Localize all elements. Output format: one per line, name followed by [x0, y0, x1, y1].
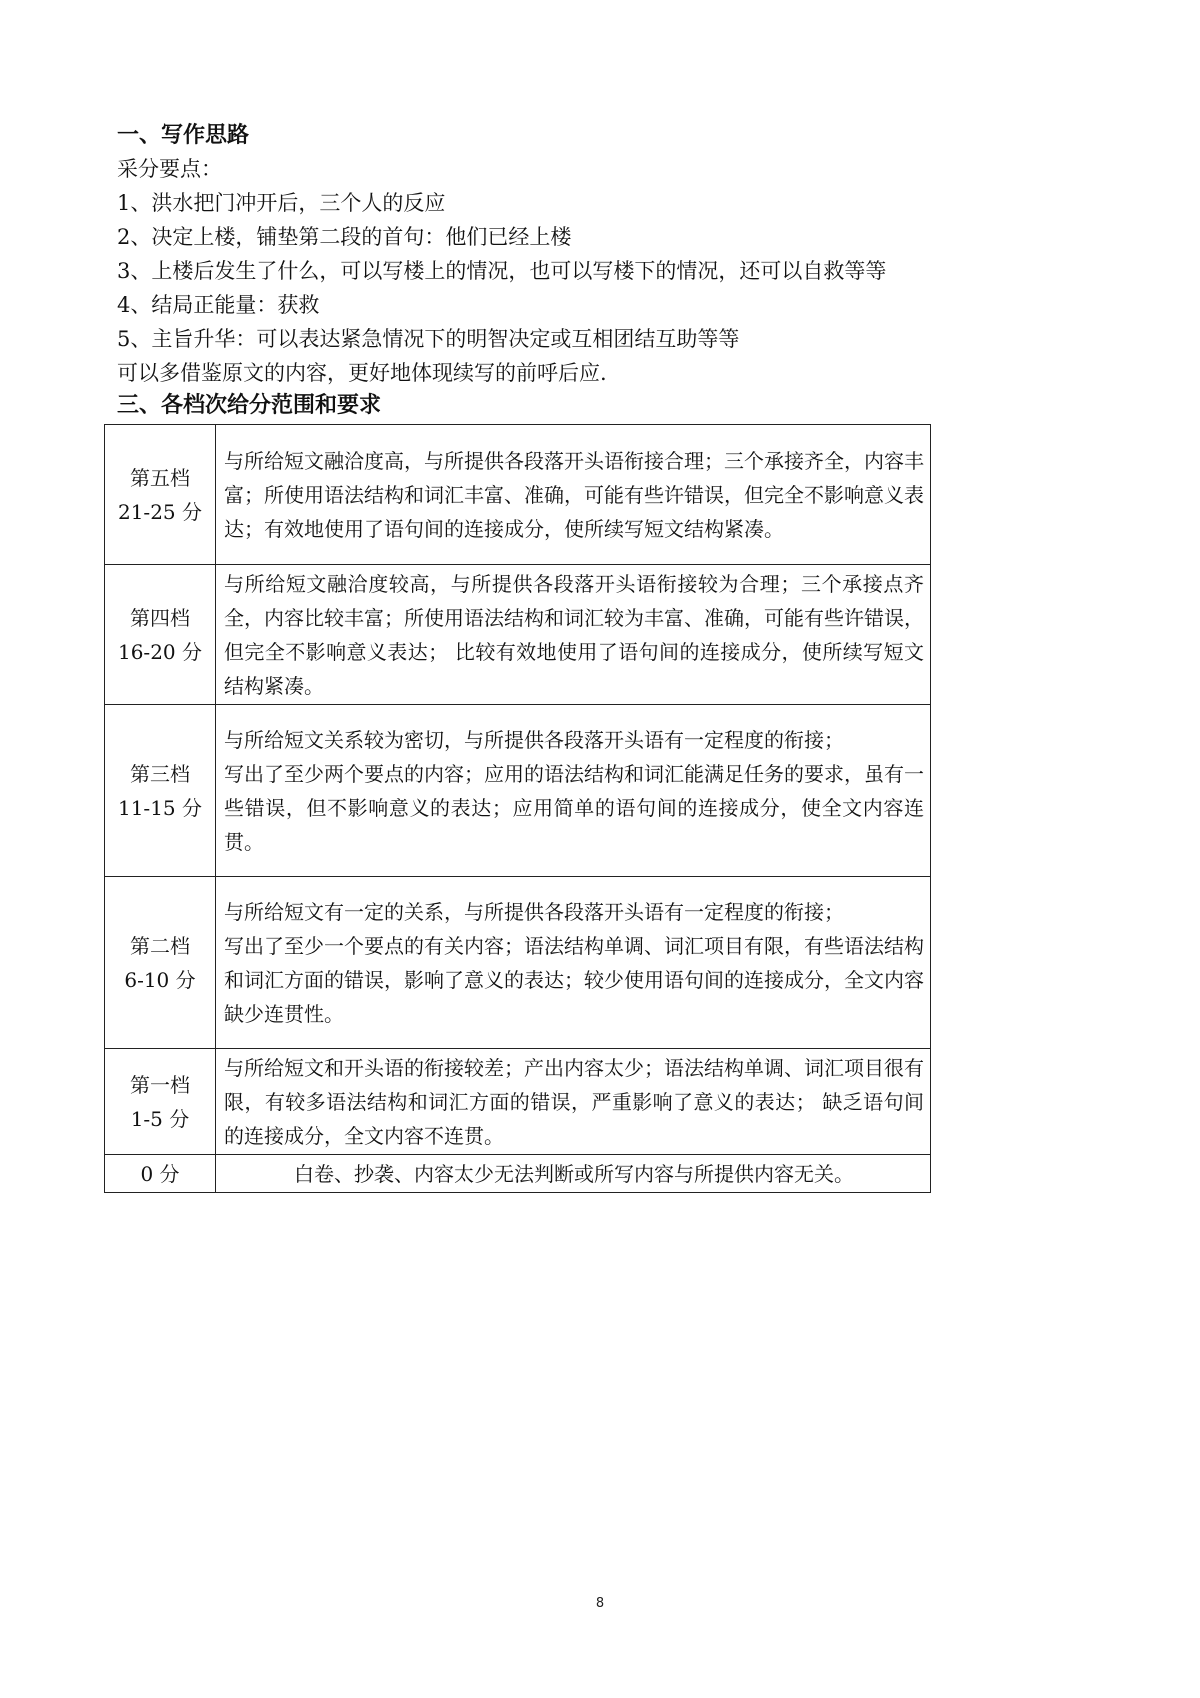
description-cell	[216, 1155, 931, 1193]
scoring-point-2: 2、决定上楼，铺垫第二段的首句：他们已经上楼	[117, 225, 572, 249]
section-heading-grading-levels: 三、各档次给分范围和要求	[117, 392, 382, 418]
description-text: 写出了至少两个要点的内容；应用的语法结构和词汇能满足任务的要求，虽有一些错误，但不影响意义的表达；应用简单的语句间的连接成分，使全文内容连贯。	[224, 761, 924, 854]
table-row	[105, 1155, 931, 1193]
description-cell	[216, 705, 931, 877]
description-cell	[216, 877, 931, 1049]
level-name: 第一档	[130, 1072, 190, 1097]
description-text: 与所给短文和开头语的衔接较差；产出内容太少；语法结构单调、词汇项目很有限，有较多语法结构和词汇方面的错误，严重影响了意义的表达； 缺乏语句间的连接成分，全文内容不连贯。	[224, 1055, 924, 1148]
level-name: 第四档	[130, 605, 190, 630]
table-row	[105, 425, 931, 565]
scoring-point-3: 3、上楼后发生了什么，可以写楼上的情况，也可以写楼下的情况，还可以自救等等	[117, 259, 887, 283]
level-range: 11-15 分	[117, 795, 202, 820]
level-range: 1-5 分	[130, 1106, 190, 1131]
description-text: 白卷、抄袭、内容太少无法判断或所写内容与所提供内容无关。	[294, 1161, 854, 1186]
description-text: 写出了至少一个要点的有关内容；语法结构单调、词汇项目有限，有些语法结构和词汇方面的错误，影响了意义的表达；较少使用语句间的连接成分，全文内容缺少连贯性。	[224, 933, 924, 1026]
level-cell	[105, 1049, 216, 1155]
level-name: 第二档	[130, 933, 190, 958]
level-name: 0 分	[140, 1161, 180, 1186]
level-range: 16-20 分	[117, 639, 202, 664]
scoring-points-list	[117, 152, 886, 390]
level-cell	[105, 565, 216, 705]
table-row	[105, 877, 931, 1049]
level-name: 第五档	[130, 465, 190, 490]
scoring-note: 可以多借鉴原文的内容，更好地体现续写的前呼后应.	[117, 361, 607, 385]
level-range: 6-10 分	[124, 967, 196, 992]
section-heading-writing-approach: 一、写作思路	[117, 122, 250, 148]
scoring-point-4: 4、结局正能量：获救	[117, 293, 320, 317]
description-cell	[216, 425, 931, 565]
level-range: 21-25 分	[117, 499, 202, 524]
level-cell	[105, 877, 216, 1049]
scoring-point-5: 5、主旨升华：可以表达紧急情况下的明智决定或互相团结互助等等	[117, 327, 740, 351]
level-cell	[105, 1155, 216, 1193]
level-name: 第三档	[130, 761, 190, 786]
description-cell	[216, 565, 931, 705]
level-cell	[105, 705, 216, 877]
description-text: 与所给短文融洽度较高，与所提供各段落开头语衔接较为合理；三个承接点齐全，内容比较丰富；所使用语法结构和词汇较为丰富、准确，可能有些许错误，但完全不影响意义表达； 比较有效地使用了语句间的连接成分，使所续写短文结构紧凑。	[224, 571, 924, 698]
grading-table	[104, 424, 931, 1193]
level-cell	[105, 425, 216, 565]
table-row	[105, 565, 931, 705]
page-number: 8	[595, 1596, 605, 1611]
description-cell	[216, 1049, 931, 1155]
scoring-point-1: 1、洪水把门冲开后，三个人的反应	[117, 191, 446, 215]
table-row	[105, 705, 931, 877]
description-text: 与所给短文有一定的关系，与所提供各段落开头语有一定程度的衔接；	[224, 899, 844, 924]
description-text: 与所给短文融洽度高，与所提供各段落开头语衔接合理；三个承接齐全，内容丰富；所使用语法结构和词汇丰富、准确，可能有些许错误，但完全不影响意义表达；有效地使用了语句间的连接成分，使所续写短文结构紧凑。	[224, 448, 924, 541]
table-row	[105, 1049, 931, 1155]
description-text: 与所给短文关系较为密切，与所提供各段落开头语有一定程度的衔接；	[224, 727, 844, 752]
scoring-points-intro: 采分要点：	[117, 157, 222, 181]
